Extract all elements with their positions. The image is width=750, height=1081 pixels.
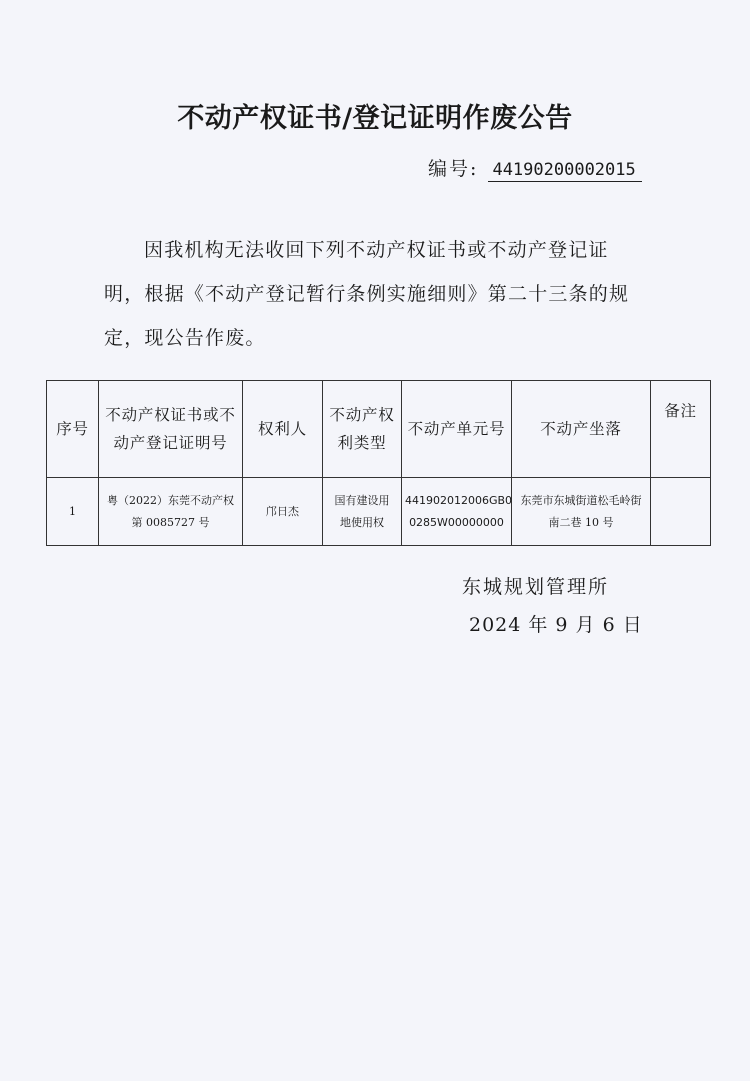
cell-certificate-number: 粤（2022）东莞不动产权 第 0085727 号 (99, 478, 243, 546)
table-row (47, 478, 711, 546)
header-right-type: 不动产权 利类型 (323, 381, 402, 478)
cell-right-type: 国有建设用 地使用权 (323, 478, 402, 546)
cell-unit-number: 441902012006GB0 0285W00000000 (402, 478, 512, 546)
notice-line: 因我机构无法收回下列不动产权证书或不动产登记证 (144, 239, 609, 261)
header-right-holder: 权利人 (243, 381, 323, 478)
document-number (428, 154, 642, 182)
voided-certificates-table (46, 380, 711, 546)
table-header-row (47, 381, 711, 478)
header-location: 不动产坐落 (512, 381, 651, 478)
header-unit-number: 不动产单元号 (402, 381, 512, 478)
notice-line: 明，根据《不动产登记暂行条例实施细则》第二十三条的规 (104, 283, 630, 305)
notice-body (104, 228, 664, 360)
header-seq: 序号 (47, 381, 99, 478)
cell-remark (651, 478, 711, 546)
cell-seq: 1 (47, 478, 99, 546)
issue-date: 2024 年 9 月 6 日 (469, 614, 643, 636)
issuing-organization: 东城规划管理所 (462, 576, 610, 598)
document-number-value: 44190200002015 (488, 160, 641, 182)
document-number-label: 编号: (428, 158, 479, 180)
header-remark: 备注 (651, 381, 711, 478)
cell-right-holder: 邝日杰 (243, 478, 323, 546)
notice-line: 定，现公告作废。 (104, 327, 266, 349)
cell-location: 东莞市东城街道松毛岭街 南二巷 10 号 (512, 478, 651, 546)
header-certificate-number: 不动产权证书或不 动产登记证明号 (99, 381, 243, 478)
document-title: 不动产权证书/登记证明作废公告 (177, 103, 573, 134)
